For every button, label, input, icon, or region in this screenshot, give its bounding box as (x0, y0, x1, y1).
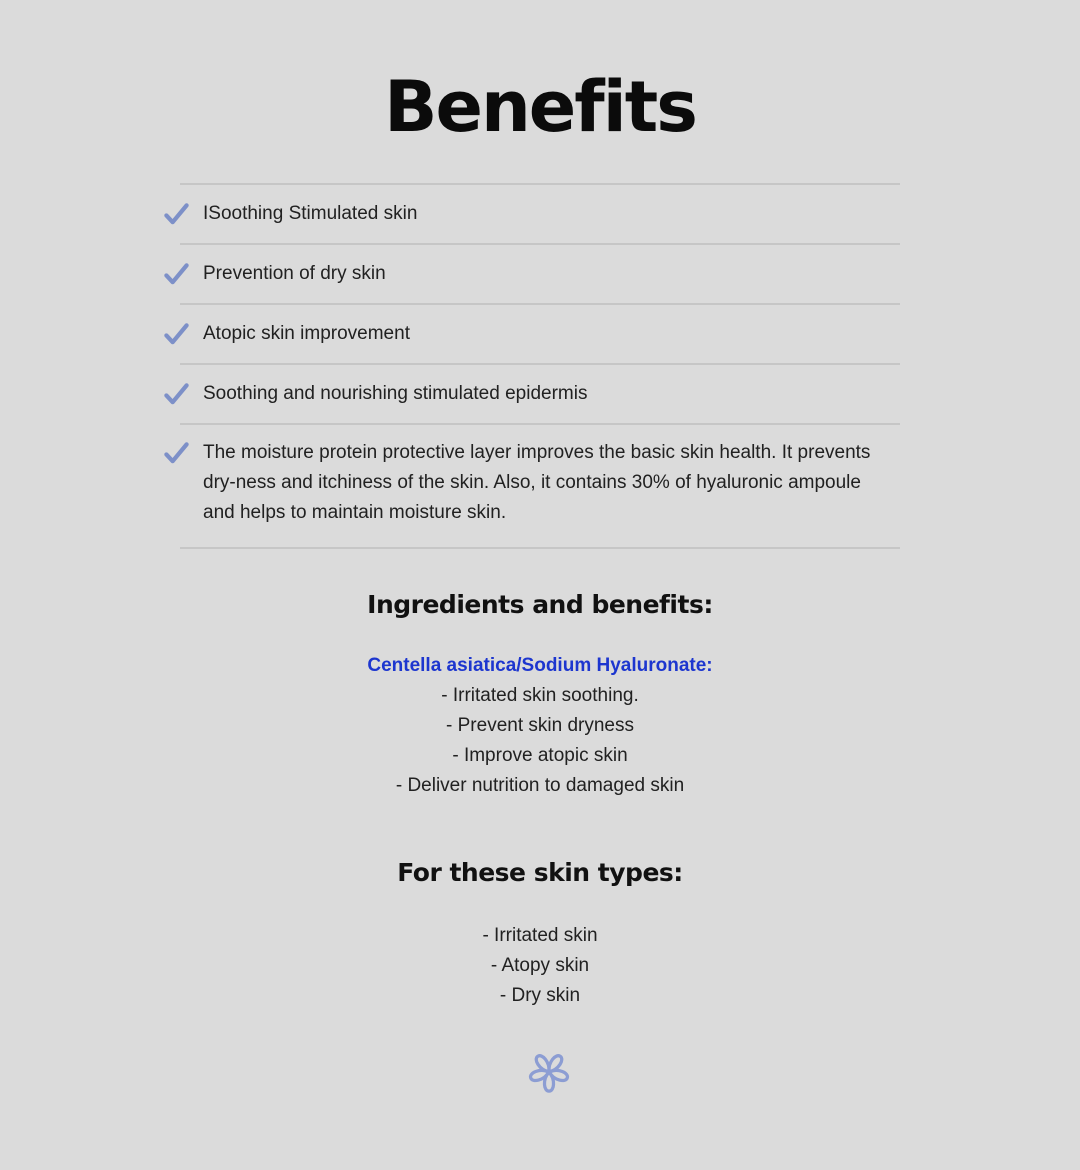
checklist-item (180, 365, 900, 425)
checklist-item (180, 245, 900, 305)
checklist-item-label: Atopic skin improvement (203, 323, 410, 344)
skin-type-item: - Irritated skin (482, 925, 598, 946)
ingredient-benefit: - Prevent skin dryness (446, 715, 634, 736)
check-icon (163, 262, 190, 287)
ingredient-benefit: - Irritated skin soothing. (441, 685, 639, 706)
checklist-item-label: Prevention of dry skin (203, 263, 386, 284)
skin-type-item: - Atopy skin (490, 955, 590, 976)
checklist-item-label: The moisture protein protective layer improves the basic skin health. It prevents dry-ness and itchiness of the skin. Also, it contains 30% of hyaluronic ampoule and helps to maintain moisture skin. (203, 442, 871, 523)
flower-icon (525, 1045, 573, 1095)
check-icon (163, 441, 190, 466)
checklist-item-label: ISoothing Stimulated skin (203, 203, 418, 224)
ingredient-name: Centella asiatica/Sodium Hyaluronate: (367, 655, 713, 676)
checklist-item (180, 425, 900, 549)
checklist-item (180, 305, 900, 365)
ingredients-section (0, 589, 1080, 801)
skin-types-section (0, 857, 1080, 1011)
skin-types-list (0, 921, 1080, 1011)
checklist-item-label: Soothing and nourishing stimulated epidermis (203, 383, 588, 404)
skin-type-item: - Dry skin (499, 985, 581, 1006)
check-icon (163, 382, 190, 407)
ingredient-benefit: - Improve atopic skin (452, 745, 628, 766)
page-title: Benefits (384, 66, 696, 148)
checklist-item (180, 185, 900, 245)
ingredient-benefit: - Deliver nutrition to damaged skin (395, 775, 685, 796)
ingredients-heading: Ingredients and benefits: (367, 590, 713, 619)
benefits-checklist (180, 183, 900, 549)
check-icon (163, 322, 190, 347)
skin-types-heading: For these skin types: (397, 858, 683, 887)
check-icon (163, 202, 190, 227)
